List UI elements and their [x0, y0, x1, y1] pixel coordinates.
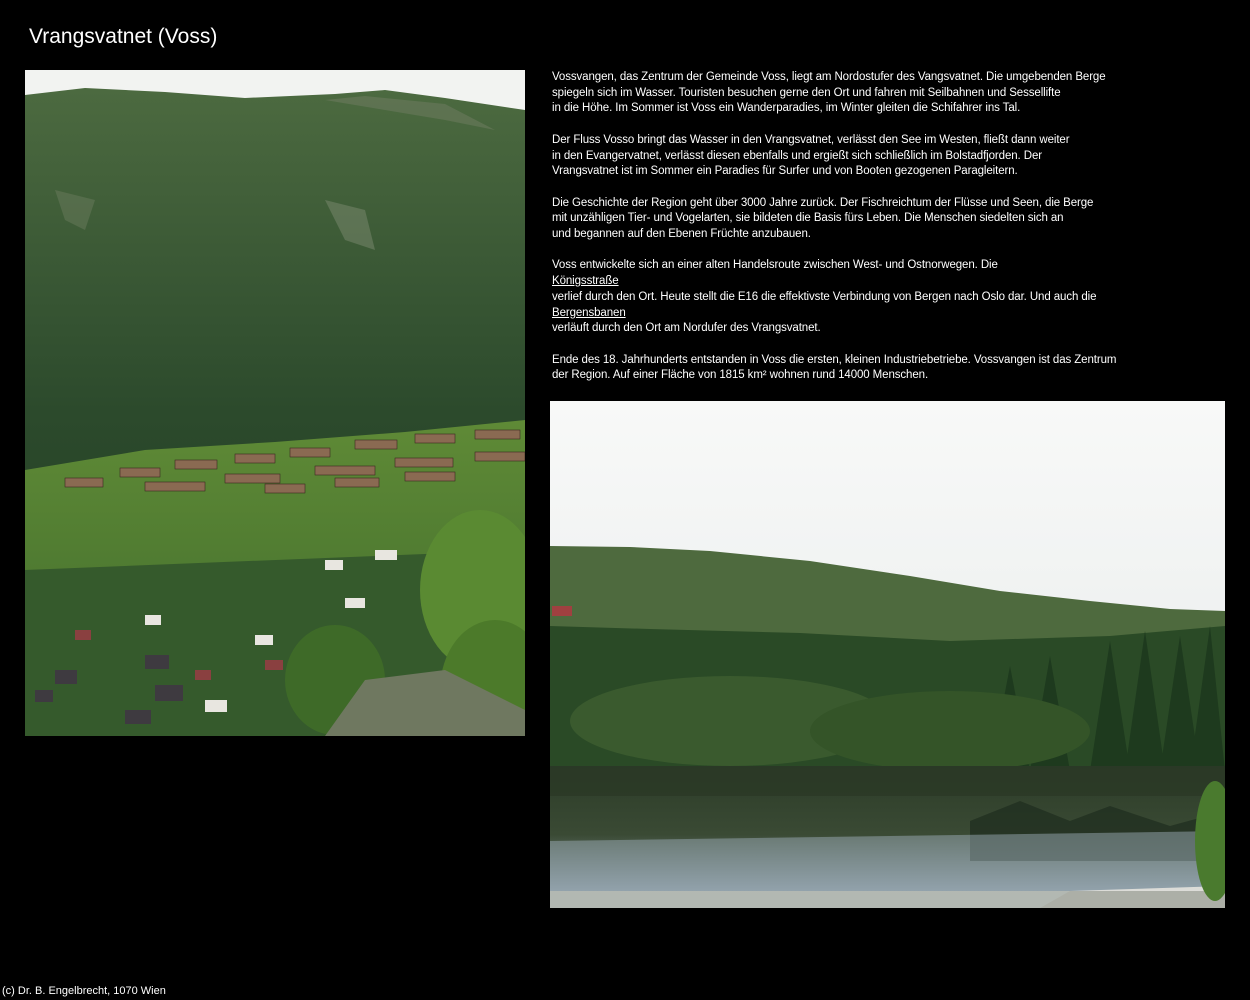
paragraph-2	[552, 133, 1192, 180]
text-line: in den Evangervatnet, verlässt diesen ebenfalls und ergießt sich schließlich im Bolstadfjorden. Der	[552, 149, 1042, 162]
text-line: in die Höhe. Im Sommer ist Voss ein Wanderparadies, im Winter gleiten die Schifahrer ins Tal.	[552, 102, 1021, 115]
text-line: und begannen auf den Ebenen Früchte anzubauen.	[552, 228, 811, 240]
lake-photo	[550, 401, 1225, 908]
paragraph-4	[552, 258, 1192, 337]
bergensbanen-link[interactable]: Bergensbanen	[552, 306, 626, 319]
paragraph-5	[552, 353, 1192, 384]
text-line: spiegeln sich im Wasser. Touristen besuchen gerne den Ort und fahren mit Seilbahnen und Sessellifte	[552, 86, 1061, 99]
koenigsstrasse-link[interactable]: Königsstraße	[552, 275, 619, 288]
page-title: Vrangsvatnet (Voss)	[29, 25, 218, 48]
paragraph-3	[552, 196, 1192, 243]
description-text	[552, 70, 1192, 400]
text-line: Der Fluss Vosso bringt das Wasser in den Vrangsvatnet, verlässt den See im Westen, fließt dann weiter	[552, 133, 1070, 146]
text-line: mit unzähligen Tier- und Vogelarten, sie bildeten die Basis fürs Leben. Die Menschen siedelten sich an	[552, 212, 1064, 225]
lake-image	[550, 401, 1225, 908]
text-line: Vossvangen, das Zentrum der Gemeinde Voss, liegt am Nordostufer des Vangsvatnet. Die umgebenden Berge	[552, 71, 1106, 83]
mountain-village-photo	[25, 70, 525, 736]
copyright-notice: (c) Dr. B. Engelbrecht, 1070 Wien	[2, 985, 166, 997]
text-line: verlief durch den Ort. Heute stellt die E16 die effektivste Verbindung von Bergen nach Oslo dar. Und auch die	[552, 290, 1097, 303]
paragraph-1	[552, 70, 1192, 117]
text-line: Voss entwickelte sich an einer alten Handelsroute zwischen West- und Ostnorwegen. Die	[552, 259, 998, 272]
text-line: verläuft durch den Ort am Nordufer des Vrangsvatnet.	[552, 322, 821, 335]
text-line: Vrangsvatnet ist im Sommer ein Paradies für Surfer und von Booten gezogenen Paragleitern.	[552, 165, 1018, 178]
text-line: Die Geschichte der Region geht über 3000 Jahre zurück. Der Fischreichtum der Flüsse und Seen, die Berge	[552, 196, 1094, 209]
text-line: Ende des 18. Jahrhunderts entstanden in Voss die ersten, kleinen Industriebetriebe. Vossvangen ist das Zentrum	[552, 353, 1117, 366]
mountain-village-image	[25, 70, 525, 736]
text-line: der Region. Auf einer Fläche von 1815 km² wohnen rund 14000 Menschen.	[552, 369, 929, 382]
